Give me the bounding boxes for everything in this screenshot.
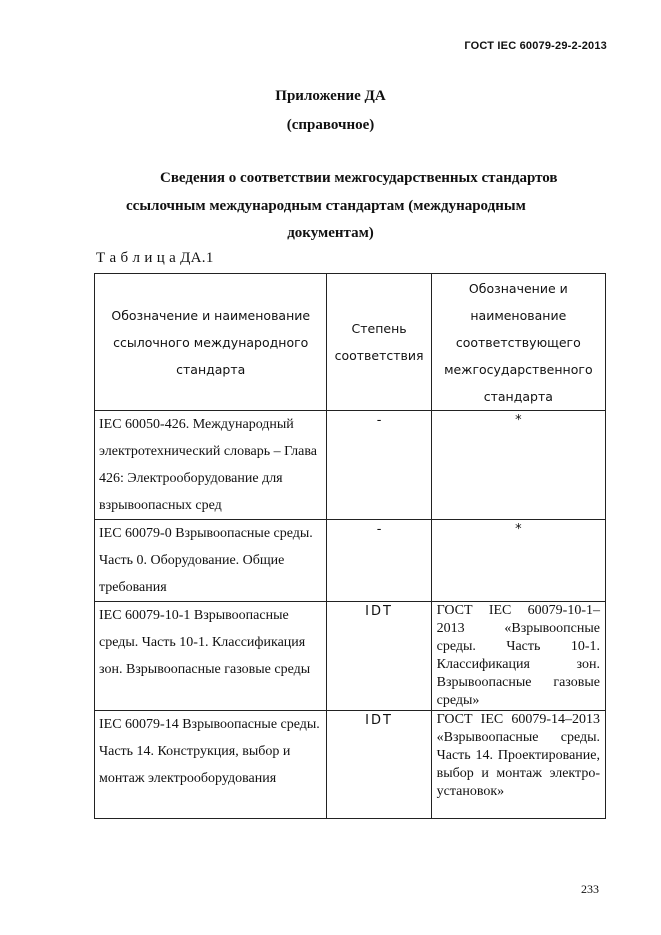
table-row — [95, 520, 606, 602]
degree-cell: - — [327, 411, 431, 520]
page-number: 233 — [581, 882, 599, 896]
table-row — [95, 602, 606, 711]
column-header-national-text: Обозначение и наименование соответствующего межгосударственного стандарта — [444, 280, 593, 404]
national-standard-cell: ГОСТ IEC 60079-14–2013 «Взрывоопасные среды. Часть 14. Проектирование, выбор и монтаж электро-установок» — [431, 711, 605, 819]
national-standard-cell: ГОСТ IEC 60079-10-1–2013 «Взрывоопсные среды. Часть 10-1. Классификация зон. Взрывоопасные газовые среды» — [431, 602, 605, 711]
column-header-degree — [327, 274, 431, 411]
international-standard-cell: IEC 60079-0 Взрывоопасные среды. Часть 0. Оборудование. Общие требования — [95, 520, 327, 602]
international-standard-cell: IEC 60050-426. Международный электротехнический словарь – Глава 426: Электрооборудование для взрывоопасных сред — [95, 411, 327, 520]
international-standard-cell: IEC 60079-10-1 Взрывоопасные среды. Часть 10-1. Классификация зон. Взрывоопасные газовые среды — [95, 602, 327, 711]
document-code: ГОСТ IEC 60079-29-2-2013 — [464, 40, 607, 52]
national-standard-cell: * — [431, 520, 605, 602]
annex-subtitle: (справочное) — [286, 117, 375, 133]
table-label: Т а б л и ц а ДА.1 — [96, 250, 214, 266]
table-header-row — [95, 274, 606, 411]
annex-title: Приложение ДА — [275, 88, 386, 104]
annex-heading-line-2: ссылочным международным стандартам (международным — [126, 198, 526, 214]
column-header-international — [95, 274, 327, 411]
table-row — [95, 411, 606, 520]
table-row — [95, 711, 606, 819]
standards-table — [94, 273, 606, 819]
column-header-degree-text: Степень соответствия — [334, 321, 424, 363]
national-standard-cell: * — [431, 411, 605, 520]
column-header-international-text: Обозначение и наименование ссылочного международного стандарта — [111, 307, 311, 377]
international-standard-cell: IEC 60079-14 Взрывоопасные среды. Часть 14. Конструкция, выбор и монтаж электрооборудования — [95, 711, 327, 819]
annex-heading-line-3: документам) — [287, 225, 374, 241]
column-header-national — [431, 274, 605, 411]
annex-heading-line-1: Сведения о соответствии межгосударственных стандартов — [160, 170, 558, 186]
degree-cell: - — [327, 520, 431, 602]
degree-cell: IDT — [327, 602, 431, 711]
degree-cell: IDT — [327, 711, 431, 819]
